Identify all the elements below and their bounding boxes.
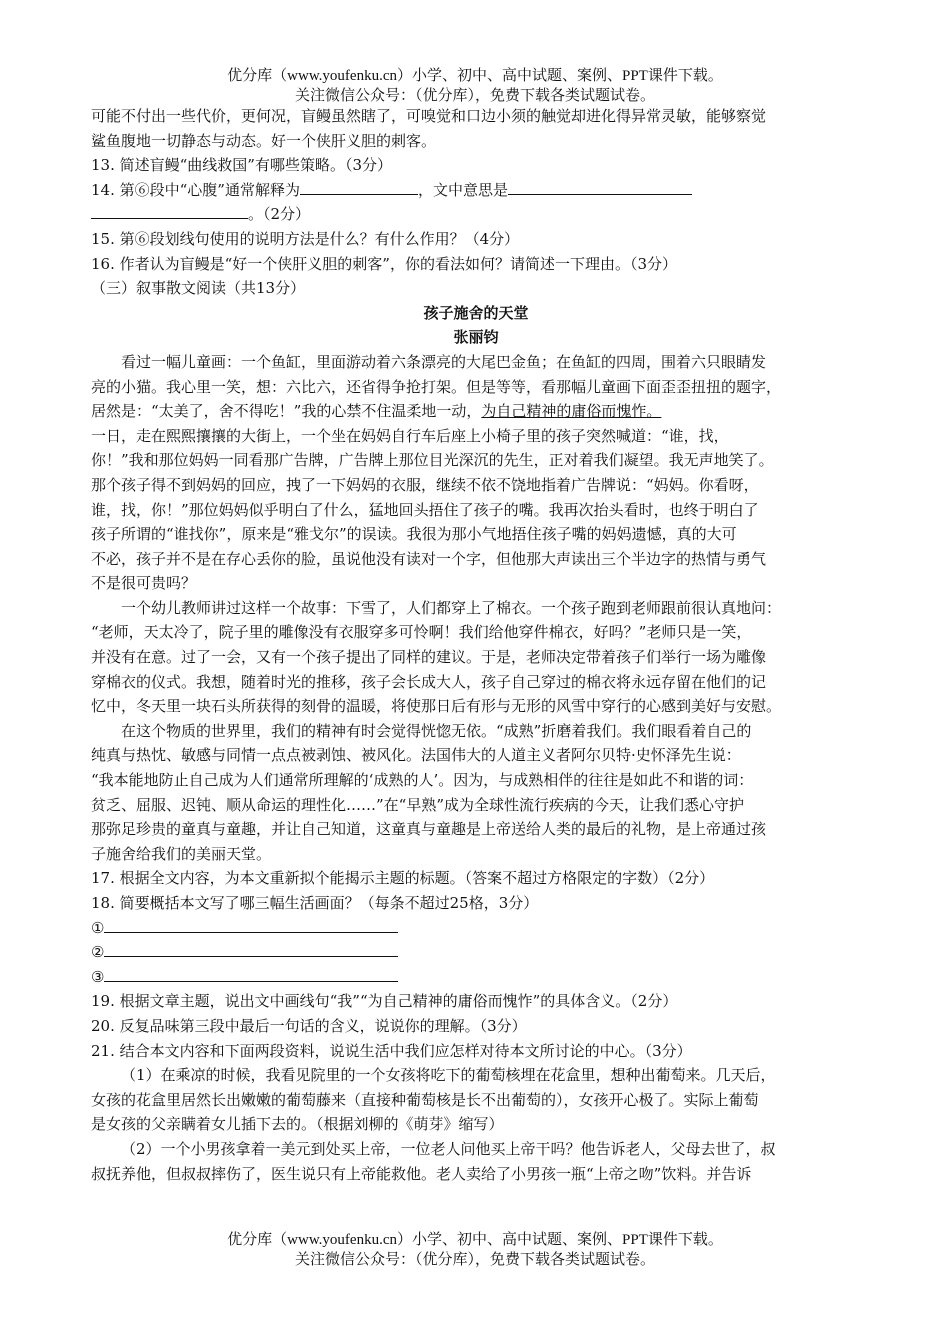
answer-line-2 bbox=[91, 940, 861, 965]
page-footer bbox=[0, 1230, 950, 1270]
paragraph-line: 不必，孩子并不是在存心丢你的脸，虽说他没有读对一个字，但他那大声读出三个半边字的热情与勇气 bbox=[91, 549, 767, 568]
underlined-sentence: 为自己精神的庸俗而愧怍。 bbox=[481, 402, 662, 421]
material-line: （1）在乘凉的时候，我看见院里的一个女孩将吃下的葡萄核埋在花盒里，想种出葡萄来。几天后， bbox=[121, 1066, 776, 1085]
answer-blank bbox=[104, 916, 398, 933]
footer-line-1: 优分库（www.youfenku.cn）小学、初中、高中试题、案例、PPT课件下载。 bbox=[227, 1232, 723, 1248]
paragraph-line: 看过一幅儿童画：一个鱼缸，里面游动着六条漂亮的大尾巴金鱼；在鱼缸的四周，围着六只眼睛发 bbox=[121, 352, 767, 371]
page-header bbox=[0, 66, 950, 106]
paragraph-line: 并没有在意。过了一会，又有一个孩子提出了同样的建议。于是，老师决定带着孩子们举行一场为雕像 bbox=[91, 648, 767, 667]
paragraph-line: “老师，天太冷了，院子里的雕像没有衣服穿多可怜啊！我们给他穿件棉衣，好吗？”老师只是一笑， bbox=[91, 623, 752, 642]
question-14-continued bbox=[91, 202, 861, 227]
paragraph-line: 那个孩子得不到妈妈的回应，拽了一下妈妈的衣服，继续不依不饶地指着广告牌说：“妈妈。你看呀， bbox=[91, 475, 759, 494]
answer-blank bbox=[300, 178, 418, 195]
paragraph-line: 不是很可贵吗？ bbox=[91, 574, 197, 593]
answer-blank bbox=[508, 178, 692, 195]
paragraph-line: “我本能地防止自己成为人们通常所理解的‘成熟的人’。因为，与成熟相伴的往往是如此不和谐的词： bbox=[91, 771, 754, 790]
answer-line-1 bbox=[91, 916, 861, 941]
text-line: 鲨鱼腹地一切静态与动态。好一个侠肝义胆的刺客。 bbox=[91, 131, 437, 150]
paragraph-line: 那弥足珍贵的童真与童趣，并让自己知道，这童真与童趣是上帝送给人类的最后的礼物，是上帝通过孩 bbox=[91, 820, 767, 839]
paragraph-line: 在这个物质的世界里，我们的精神有时会觉得恍惚无依。“成熟”折磨着我们。我们眼看着自己的 bbox=[121, 721, 752, 740]
paragraph-line: 纯真与热忱、敏感与同情一点点被剥蚀、被风化。法国伟大的人道主义者阿尔贝特·史怀泽先生说： bbox=[91, 746, 741, 765]
answer-marker: ② bbox=[91, 943, 105, 962]
paragraph-line: 孩子所谓的“谁找你”，原来是“雅戈尔”的误读。我很为那小气地捂住孩子嘴的妈妈遗憾，真的大可 bbox=[91, 525, 737, 544]
question-15: 15. 第⑥段划线句使用的说明方法是什么？有什么作用？（4分） bbox=[91, 229, 520, 248]
header-line-2: 关注微信公众号：（优分库），免费下载各类试题试卷。 bbox=[294, 88, 655, 104]
question-19: 19. 根据文章主题，说出文中画线句“我”“为自己精神的庸俗而愧怍”的具体含义。（2分） bbox=[91, 992, 678, 1011]
question-14 bbox=[91, 178, 861, 203]
material-line: 女孩的花盒里居然长出嫩嫩的葡萄藤来（直接种葡萄核是长不出葡萄的），女孩开心极了。实际上葡萄 bbox=[91, 1090, 759, 1109]
footer-line-2: 关注微信公众号：（优分库），免费下载各类试题试卷。 bbox=[294, 1252, 655, 1268]
paragraph-line: 穿棉衣的仪式。我想，随着时光的推移，孩子会长成大人，孩子自己穿过的棉衣将永远存留在他们的记 bbox=[91, 672, 767, 691]
paragraph-line: 一个幼儿教师讲过这样一个故事：下雪了，人们都穿上了棉衣。一个孩子跑到老师跟前很认真地问： bbox=[121, 598, 782, 617]
material-line: 叔抚养他，但叔叔摔伤了，医生说只有上帝能救他。老人卖给了小男孩一瓶“上帝之吻”饮料。并告诉 bbox=[91, 1164, 752, 1183]
paragraph-line: 忆中，冬天里一块石头所获得的刻骨的温暖，将使那日后有形与无形的风雪中穿行的心感到美好与安慰。 bbox=[91, 697, 782, 716]
paragraph-text: 居然是：“太美了，舍不得吃！”我的心禁不住温柔地一动， bbox=[91, 402, 482, 421]
header-line-1: 优分库（www.youfenku.cn）小学、初中、高中试题、案例、PPT课件下载。 bbox=[227, 68, 723, 84]
question-20: 20. 反复品味第三段中最后一句话的含义，说说你的理解。（3分） bbox=[91, 1016, 527, 1035]
answer-blank bbox=[91, 202, 248, 219]
answer-blank bbox=[104, 965, 398, 982]
article-title: 孩子施舍的天堂 bbox=[423, 303, 529, 322]
answer-line-3 bbox=[91, 965, 861, 990]
paragraph-line: 贫乏、屈服、迟钝、顺从命运的理性化……”在“早熟”成为全球性流行疾病的今天，让我们悉心守护 bbox=[91, 795, 745, 814]
paragraph-line bbox=[91, 399, 861, 424]
material-line: （2）一个小男孩拿着一美元到处买上帝，一位老人问他买上帝干吗？他告诉老人，父母去世了，叔 bbox=[121, 1139, 776, 1158]
question-21: 21. 结合本文内容和下面两段资料，说说生活中我们应怎样对待本文所讨论的中心。（3分） bbox=[91, 1041, 692, 1060]
paragraph-line: 子施舍给我们的美丽天堂。 bbox=[91, 844, 272, 863]
page-content bbox=[91, 104, 861, 1186]
answer-blank bbox=[104, 940, 398, 957]
answer-marker: ③ bbox=[91, 967, 105, 986]
question-14-prefix: 14. 第⑥段中“心腹”通常解释为 bbox=[91, 180, 300, 199]
material-line: 是女孩的父亲瞒着女儿插下去的。（根据刘柳的《萌芽》缩写） bbox=[91, 1115, 504, 1134]
article-author: 张丽钧 bbox=[453, 328, 499, 347]
text-line: 可能不付出一些代价，更何况，盲鳗虽然瞎了，可嗅觉和口边小须的触觉却进化得异常灵敏，能够察觉 bbox=[91, 107, 767, 125]
question-16: 16. 作者认为盲鳗是“好一个侠肝义胆的刺客”，你的看法如何？请简述一下理由。（3分） bbox=[91, 254, 678, 273]
question-14-middle: ，文中意思是 bbox=[417, 180, 508, 199]
question-13: 13. 简述盲鳗“曲线救国”有哪些策略。（3分） bbox=[91, 156, 393, 175]
section-heading: （三）叙事散文阅读（共13分） bbox=[91, 279, 306, 298]
paragraph-line: 你！”我和那位妈妈一同看那广告牌，广告牌上那位目光深沉的先生，正对着我们凝望。我无声地笑了。 bbox=[91, 451, 774, 470]
paragraph-line: 亮的小猫。我心里一笑，想：六比六，还省得争抢打架。但是等等，看那幅儿童画下面歪歪扭扭的题字， bbox=[91, 377, 782, 396]
paragraph-line: 一日，走在熙熙攘攘的大街上，一个坐在妈妈自行车后座上小椅子里的孩子突然喊道：“谁，找， bbox=[91, 426, 729, 445]
question-18: 18. 简要概括本文写了哪三幅生活画面？（每条不超过25格，3分） bbox=[91, 894, 539, 912]
paragraph-line: 谁，找，你！”那位妈妈似乎明白了什么，猛地回头捂住了孩子的嘴。我再次抬头看时，也终于明白了 bbox=[91, 500, 759, 519]
question-14-suffix: 。（2分） bbox=[248, 205, 311, 224]
answer-marker: ① bbox=[91, 918, 105, 937]
question-17: 17. 根据全文内容，为本文重新拟个能揭示主题的标题。（答案不超过方格限定的字数）（2分） bbox=[91, 869, 715, 888]
